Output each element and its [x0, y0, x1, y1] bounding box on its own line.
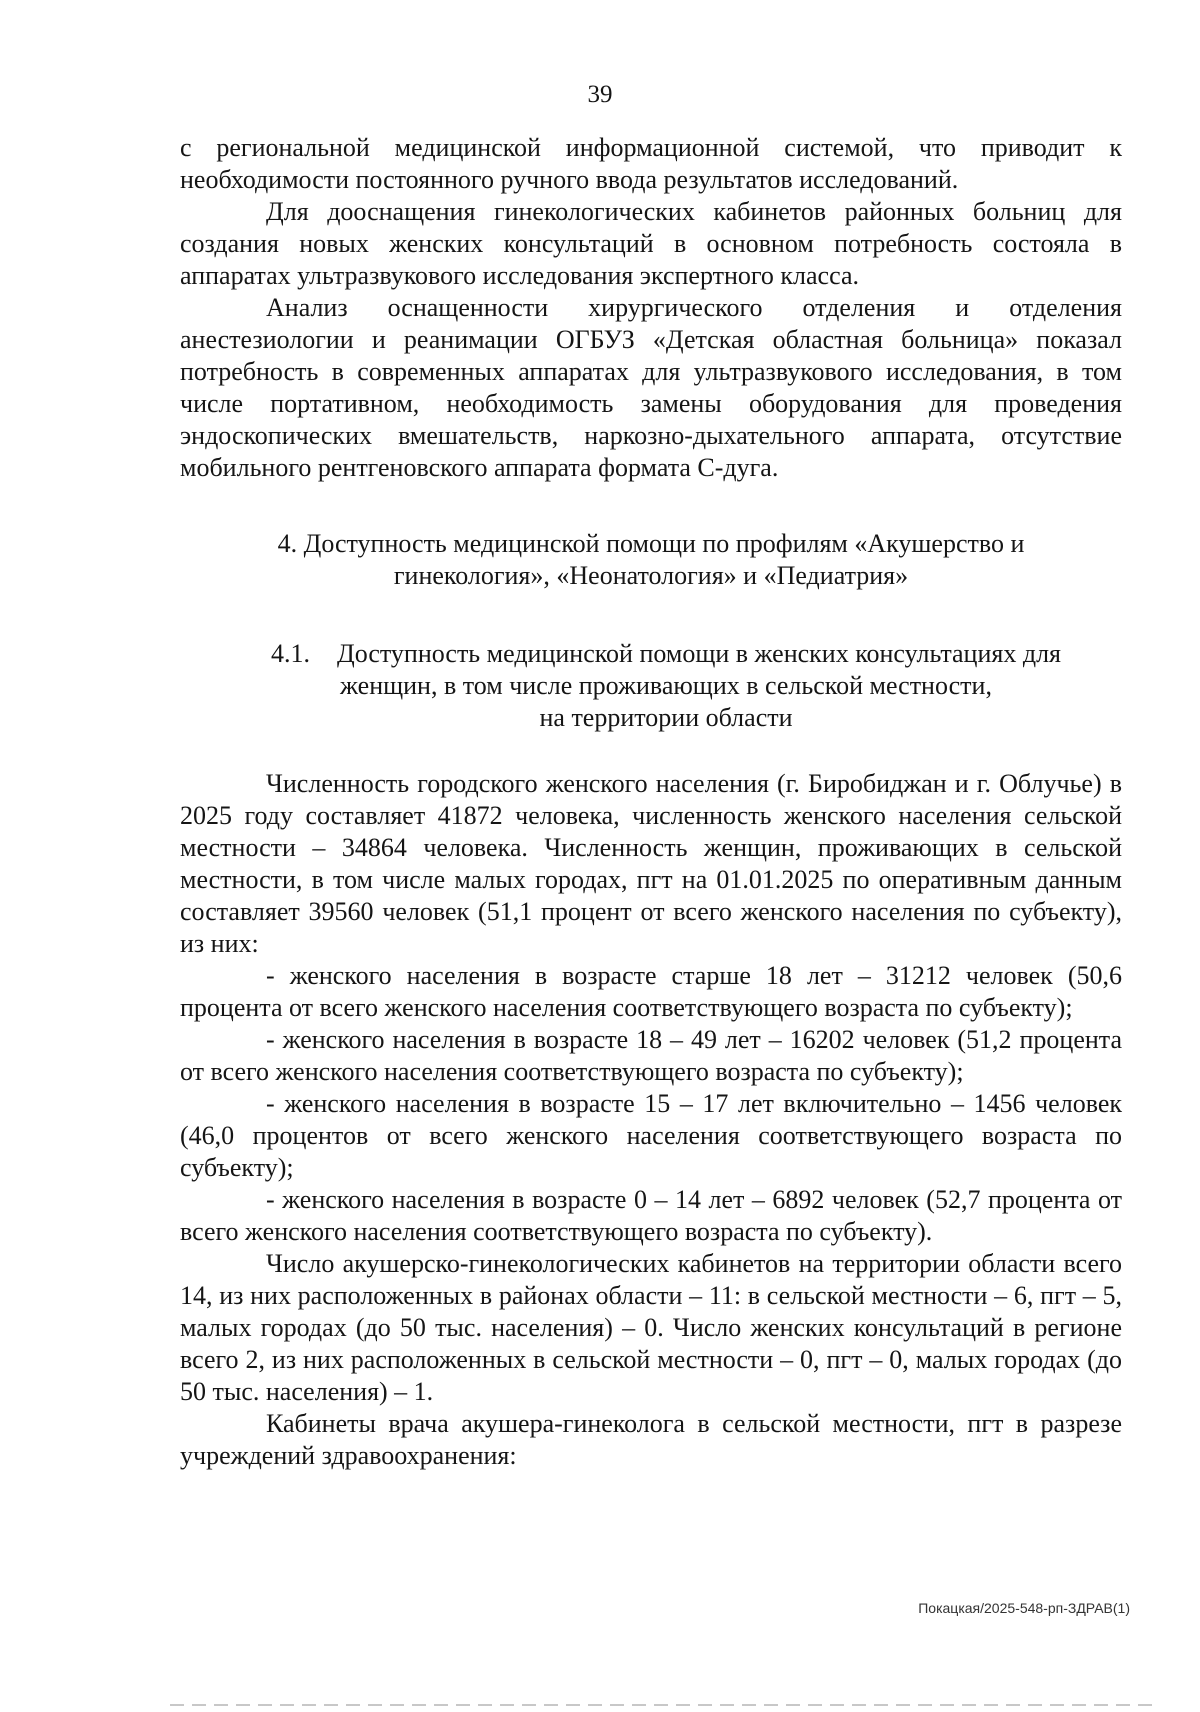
paragraph-continuation: с региональной медицинской информационной системой, что приводит к необходимости постоянного ручного ввода результатов исследований. [180, 133, 1122, 194]
section-4-1-number: 4.1. [270, 639, 310, 668]
document-code: Покацкая/2025-548-рп-ЗДРАВ(1) [918, 1600, 1130, 1616]
section-4-1-heading [180, 638, 1122, 734]
section-4-1-title-start: Доступность медицинской помощи в женских консультациях для [336, 639, 1061, 668]
paragraph-population: Численность городского женского населения (г. Биробиджан и г. Облучье) в 2025 году составляет 41872 человека, численность женского населения сельской местности – 34864 человека. Численность женщин, проживающих в сельской местности, в том числе малых городах, пгт на 01.01.2025 по оперативным данным составляет 39560 человек (51,1 процент от всего женского населения по субъекту), из них: [180, 769, 1122, 958]
paragraph-equipment-analysis: Анализ оснащенности хирургического отделения и отделения анестезиологии и реанимации ОГБУЗ «Детская областная больница» показал потребность в современных аппаратах для ультразвукового исследования, в том числе портативном, необходимость замены оборудования для проведения эндоскопических вмешательств, наркозно-дыхательного аппарата, отсутствие мобильного рентгеновского аппарата формата С-дуга. [180, 293, 1122, 482]
scan-bottom-edge [170, 1704, 1160, 1706]
section-4-1-heading-line-1 [210, 638, 1122, 670]
list-item-over-18: - женского населения в возрасте старше 18 лет – 31212 человек (50,6 процента от всего женского населения соответствующего возраста по субъекту); [180, 961, 1122, 1022]
list-item-18-49: - женского населения в возрасте 18 – 49 лет – 16202 человек (51,2 процента от всего женского населения соответствующего возраста по субъекту); [180, 1025, 1122, 1086]
paragraph-equipment-needs: Для дооснащения гинекологических кабинетов районных больниц для создания новых женских консультаций в основном потребность состояла в аппаратах ультразвукового исследования экспертного класса. [180, 197, 1122, 290]
section-4-heading-line-1: 4. Доступность медицинской помощи по профилям «Акушерство и [277, 529, 1025, 558]
section-4-1-heading-line-2: женщин, в том числе проживающих в сельской местности, [340, 671, 992, 700]
section-4-heading [180, 528, 1122, 592]
section-4-1-heading-line-3: на территории области [539, 703, 793, 732]
list-item-15-17: - женского населения в возрасте 15 – 17 лет включительно – 1456 человек (46,0 процентов от всего женского населения соответствующего возраста по субъекту); [180, 1089, 1122, 1182]
document-body [180, 132, 1122, 1472]
paragraph-cabinets-by-institution: Кабинеты врача акушера-гинеколога в сельской местности, пгт в разрезе учреждений здравоохранения: [180, 1409, 1122, 1470]
section-4-heading-line-2: гинекология», «Неонатология» и «Педиатрия» [393, 561, 909, 590]
page-number: 39 [587, 81, 613, 108]
paragraph-cabinets-count: Число акушерско-гинекологических кабинетов на территории области всего 14, из них расположенных в районах области – 11: в сельской местности – 6, пгт – 5, малых городах (до 50 тыс. населения) – 0. Число женских консультаций в регионе всего 2, из них расположенных в сельской местности – 0, пгт – 0, малых городах (до 50 тыс. населения) – 1. [180, 1249, 1122, 1406]
list-item-0-14: - женского населения в возрасте 0 – 14 лет – 6892 человек (52,7 процента от всего женского населения соответствующего возраста по субъекту). [180, 1185, 1122, 1246]
